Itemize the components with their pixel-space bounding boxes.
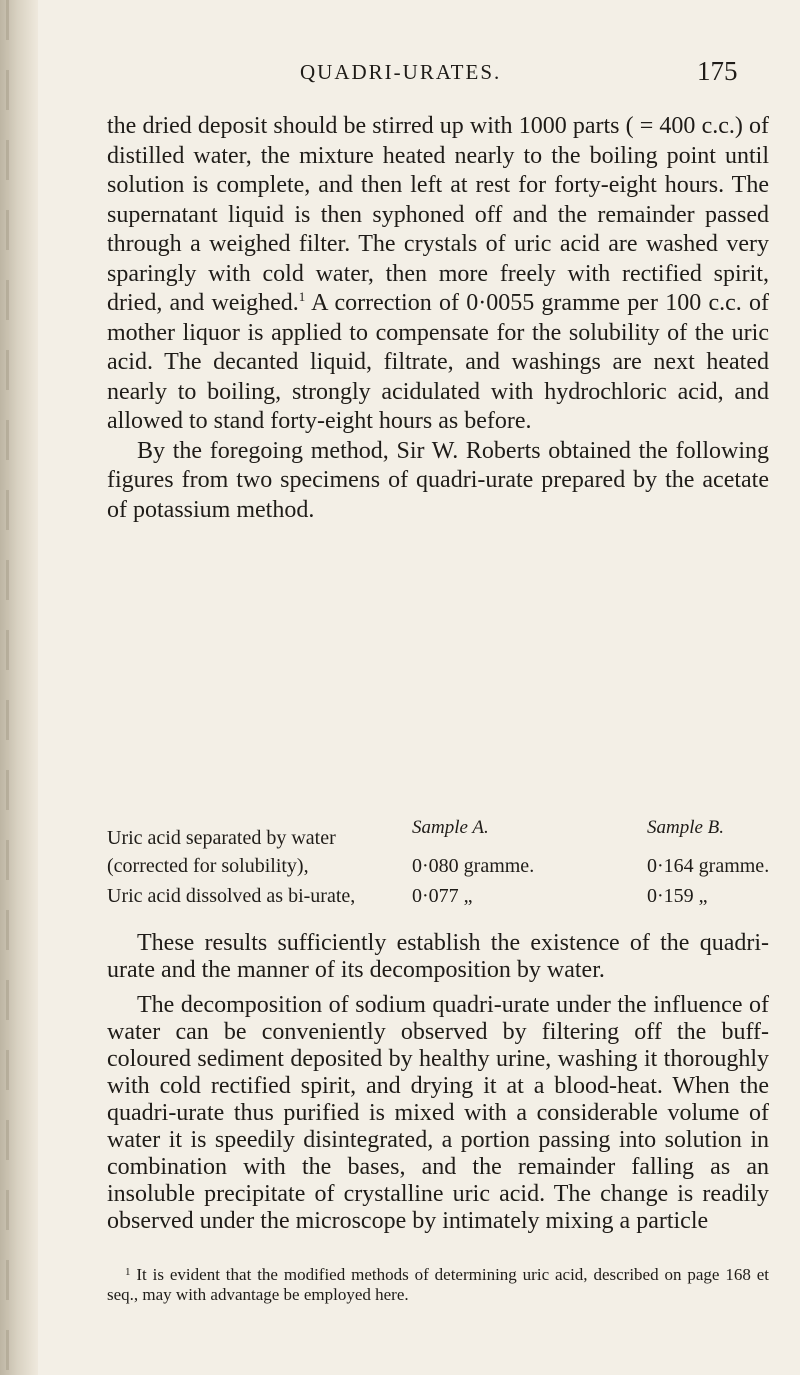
results-table xyxy=(107,817,769,909)
paragraph-1-text: the dried deposit should be stirred up with 1000 parts ( = 400 c.c.) of distilled water, the mixture heated nearly to the boiling point until solution is complete, and then left at rest for forty-eight hours. The supernatant liquid is then syphoned off and the remainder passed through a weighed filter. The crystals of uric acid are washed very sparingly with cold water, then more freely with rectified spirit, dried, and weighed. xyxy=(107,113,769,316)
row-2-sample-b-value: 0·159 „ xyxy=(647,885,708,907)
table-row xyxy=(107,855,769,879)
table-row xyxy=(107,885,769,909)
row-1-label-line-1: Uric acid separated by water xyxy=(107,827,336,849)
row-1-sample-a-value: 0·080 gramme. xyxy=(412,855,535,877)
page-number: 175 xyxy=(697,56,738,86)
paragraph-1-continuation: A correction of 0·0055 gramme per 100 c.c. of mother liquor is applied to compensate for the solubility of the uric acid. The decanted liquid, filtrate, and washings are next heated nearly to boiling, strongly acidulated with hydrochloric acid, and allowed to stand forty-eight hours as before. xyxy=(107,290,769,434)
row-1-label-line-2: (corrected for solubility), xyxy=(107,855,309,877)
row-2-sample-a-value: 0·077 „ xyxy=(412,885,473,907)
row-2-label: Uric acid dissolved as bi-urate, xyxy=(107,885,356,907)
main-text-continued xyxy=(107,930,769,1235)
footnote-paragraph xyxy=(107,1262,769,1305)
column-header-sample-b: Sample B. xyxy=(647,817,725,838)
row-1-sample-b-value: 0·164 gramme. xyxy=(647,855,770,877)
table-header-row xyxy=(107,817,769,849)
footnote-text: It is evident that the modified methods of determining uric acid, described on page 168 et seq., may with advantage be employed here. xyxy=(107,1265,769,1304)
main-text xyxy=(107,112,769,525)
paragraph-4: The decomposition of sodium quadri-urate under the influence of water can be conveniently observed by filtering off the buff-coloured sediment deposited by healthy urine, washing it thoroughly with cold rectified spirit, and drying it at a blood-heat. When the quadri-urate thus purified is mixed with a considerable volume of water it is speedily disintegrated, a portion passing into solution in combination with the bases, and the remainder falling as an insoluble precipitate of crystalline uric acid. The change is readily observed under the microscope by intimately mixing a particle xyxy=(107,992,769,1234)
footnote-reference: 1 xyxy=(298,289,306,304)
paragraph-3: These results sufficiently establish the existence of the quadri-urate and the manner of its decomposition by water. xyxy=(107,930,769,983)
paragraph-2: By the foregoing method, Sir W. Roberts obtained the following figures from two specimens of quadri-urate prepared by the acetate of potassium method. xyxy=(107,437,769,523)
footnote-mark: 1 xyxy=(125,1266,131,1278)
running-title: QUADRI-URATES. xyxy=(300,60,502,84)
page-binding-edge xyxy=(0,0,38,1375)
column-header-sample-a: Sample A. xyxy=(412,817,489,838)
running-head xyxy=(0,56,800,90)
footnote xyxy=(107,1262,769,1305)
paragraph-1 xyxy=(107,112,769,437)
